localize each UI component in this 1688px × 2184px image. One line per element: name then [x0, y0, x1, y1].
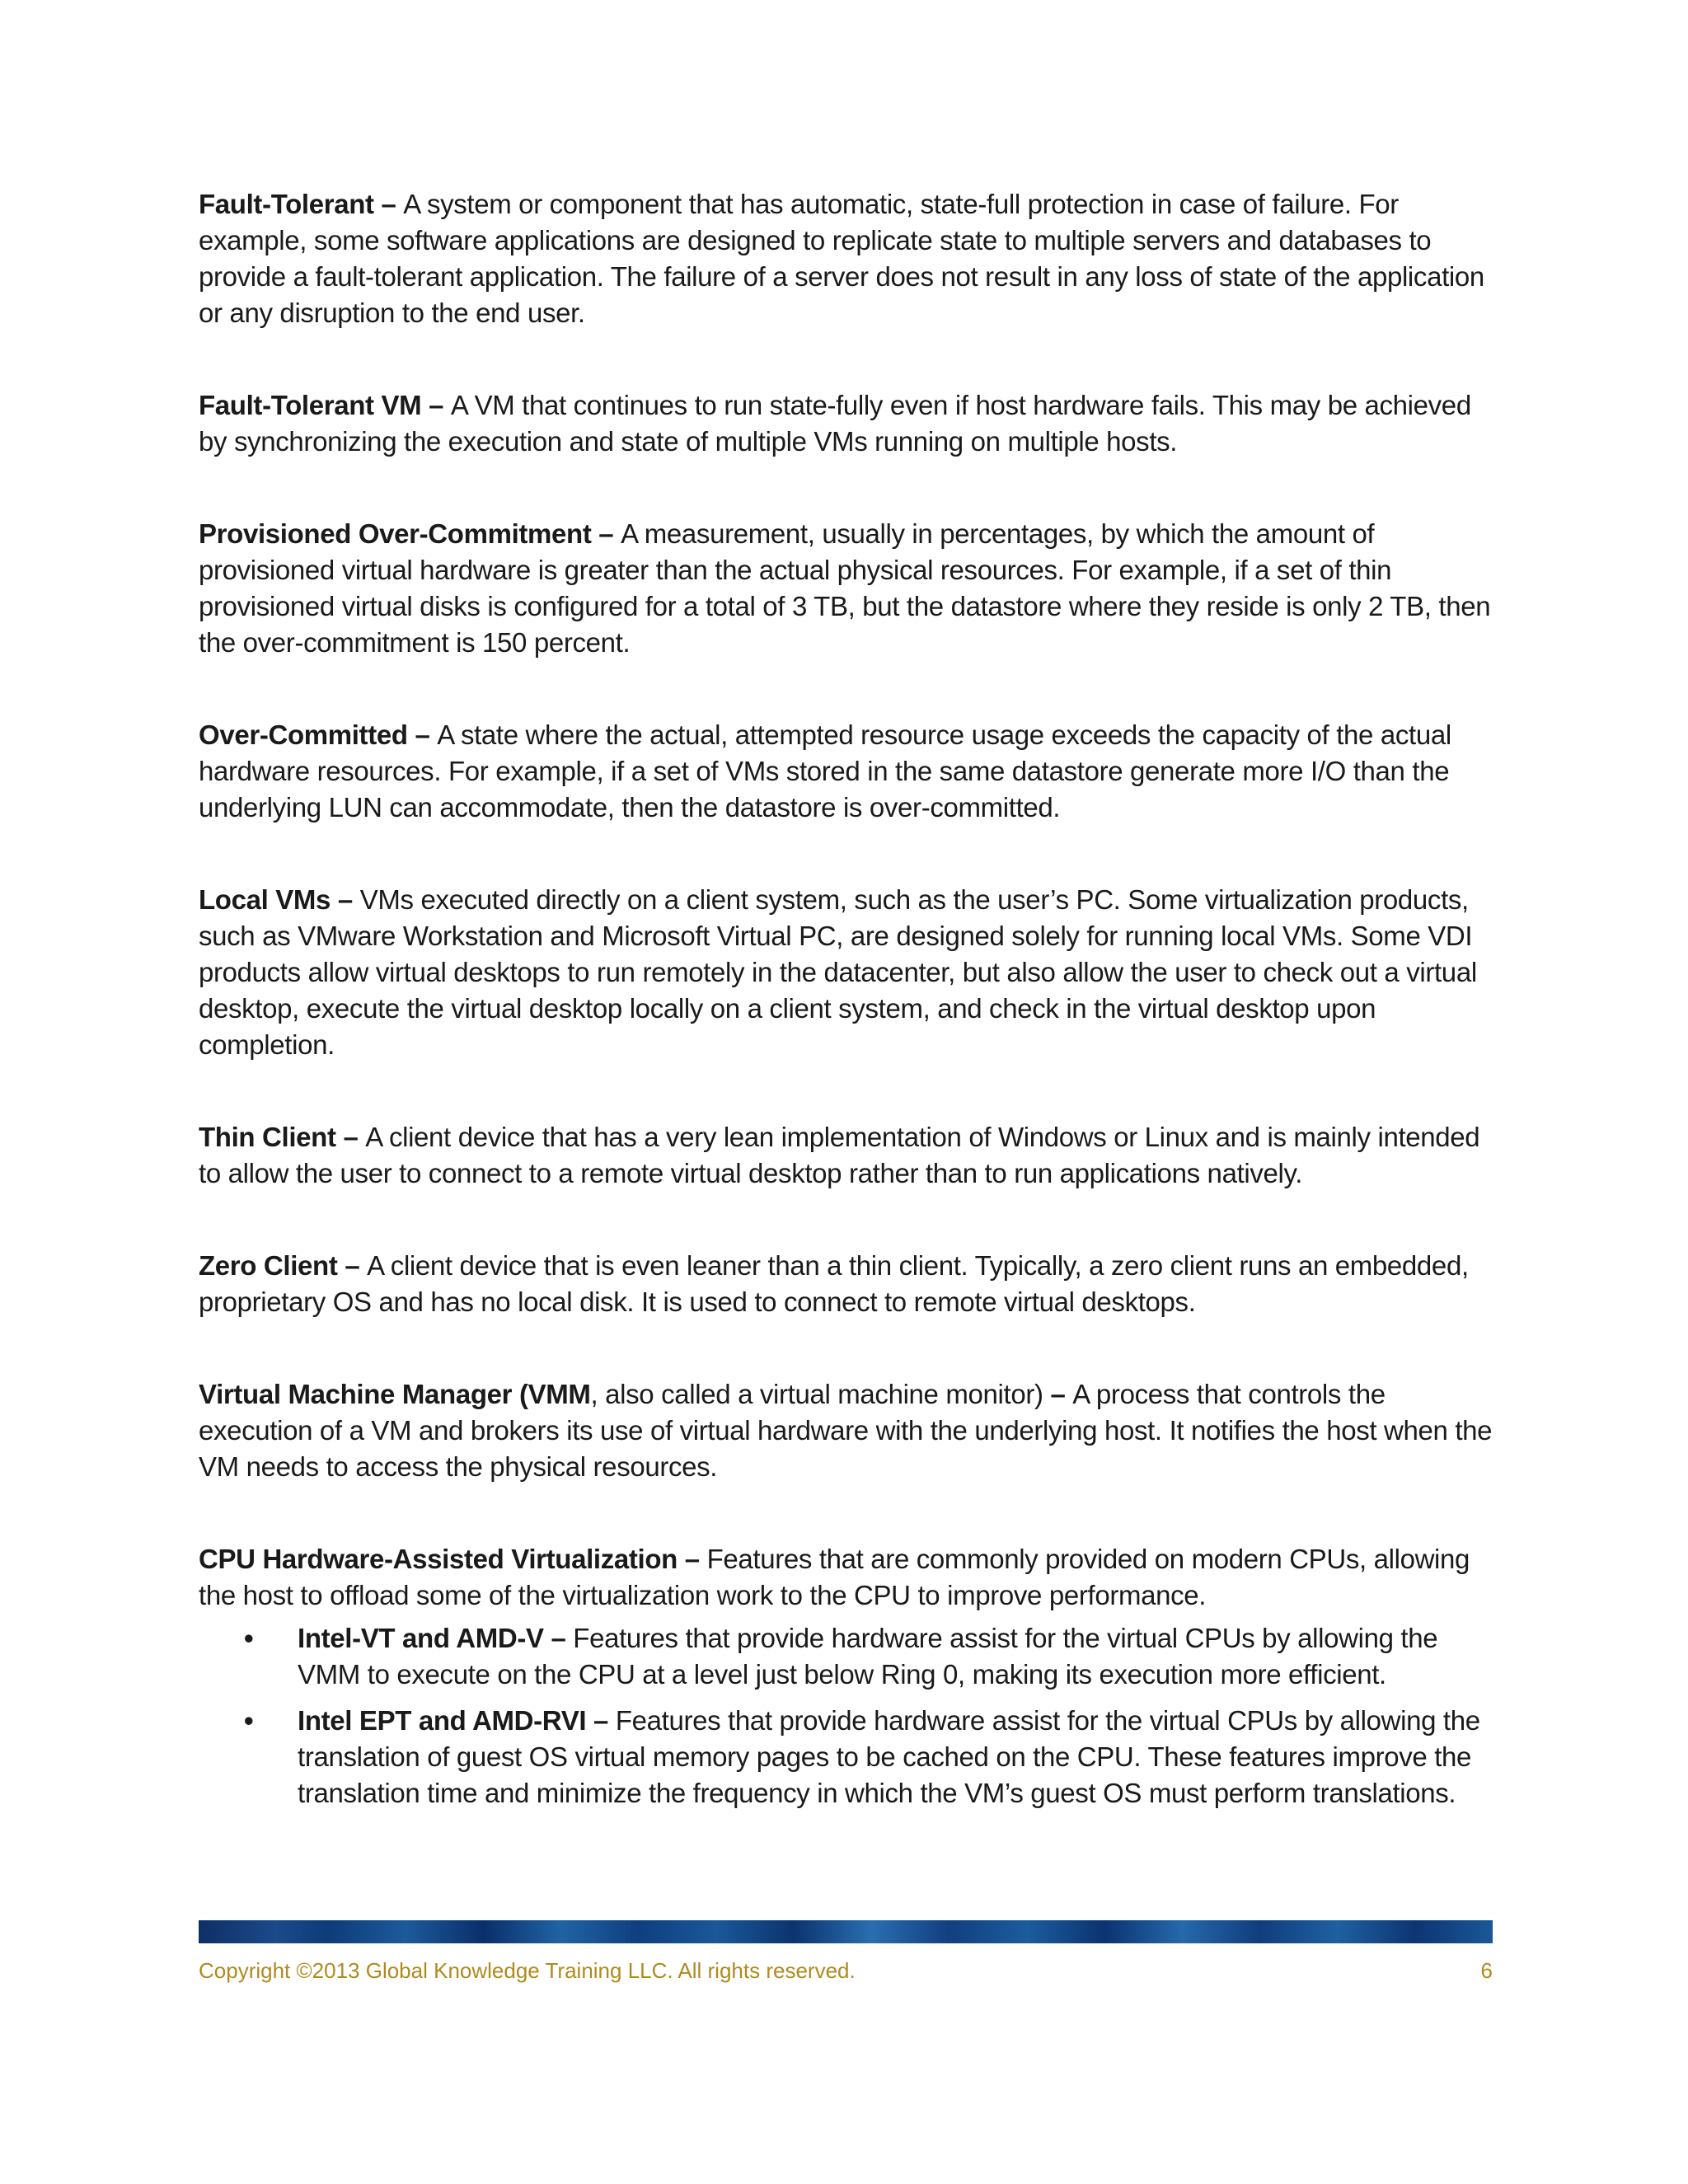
glossary-definition: A state where the actual, attempted resource usage exceeds the capacity of the actual hardware resources. For example, if a set of VMs stored in the same datastore generate more I/O than the underlying LUN can accommodate, then the datastore is over-committed.	[199, 719, 1451, 823]
glossary-definition: Features that provide hardware assist for the virtual CPUs by allowing the VMM to execute on the CPU at a level just below Ring 0, making its execution more efficient.	[298, 1623, 1438, 1690]
term-dash: –	[677, 1544, 707, 1574]
glossary-entry-local-vms	[199, 882, 1501, 1063]
glossary-term: Intel EPT and AMD-RVI	[298, 1705, 587, 1736]
term-dash: –	[1050, 1379, 1073, 1409]
term-dash: –	[543, 1623, 574, 1653]
glossary-entry-thin-client	[199, 1119, 1501, 1192]
glossary-term: Intel-VT and AMD-V	[298, 1623, 544, 1653]
bullet-icon: •	[244, 1623, 254, 1653]
glossary-definition: A measurement, usually in percentages, by which the amount of provisioned virtual hardware is greater than the actual physical resources. For example, if a set of thin provisioned virtual disks is configured for a total of 3 TB, but the datastore where they reside is only 2 TB, then the over-commitment is 150 percent.	[199, 518, 1491, 658]
term-dash: –	[337, 1250, 368, 1281]
term-dash: –	[373, 189, 404, 219]
footer-divider-bar	[199, 1920, 1493, 1943]
glossary-term: CPU Hardware-Assisted Virtualization	[199, 1544, 678, 1574]
glossary-definition: A system or component that has automatic, state-full protection in case of failure. For example, some software applications are designed to replicate state to multiple servers and databases to provide a fault-tolerant application. The failure of a server does not result in any loss of state of the application or any disruption to the end user.	[199, 189, 1484, 328]
term-dash: –	[407, 719, 438, 750]
page-number: 6	[1480, 1958, 1493, 1983]
glossary-term: Over-Committed	[199, 719, 408, 750]
list-item-intel-ept-amd-rvi	[199, 1703, 1501, 1811]
glossary-term: Fault-Tolerant VM	[199, 390, 422, 420]
glossary-definition: VMs executed directly on a client system, such as the user’s PC. Some virtualization products, such as VMware Workstation and Microsoft Virtual PC, are designed solely for running local VMs. Some VDI products allow virtual desktops to run remotely in the datacenter, but also allow the user to check out a virtual desktop, execute the virtual desktop locally on a client system, and check in the virtual desktop upon completion.	[199, 884, 1477, 1060]
glossary-entry-cpu-hardware-assisted-virtualization	[199, 1541, 1501, 1811]
glossary-entry-zero-client	[199, 1248, 1501, 1320]
glossary-definition: A process that controls the execution of a VM and brokers its use of virtual hardware with the underlying host. It notifies the host when the VM needs to access the physical resources.	[199, 1379, 1493, 1482]
bullet-icon: •	[244, 1705, 254, 1736]
glossary-term: Virtual Machine Manager (VMM	[199, 1379, 591, 1409]
term-dash: –	[335, 1122, 366, 1152]
term-dash: –	[586, 1705, 616, 1736]
glossary-entry-fault-tolerant-vm	[199, 387, 1501, 460]
glossary-term-aside: , also called a virtual machine monitor)	[590, 1379, 1051, 1409]
glossary-definition: A client device that is even leaner than a thin client. Typically, a zero client runs an embedded, proprietary OS and has no local disk. It is used to connect to remote virtual desktops.	[199, 1250, 1469, 1317]
glossary-term: Local VMs	[199, 884, 331, 915]
glossary-definition: Features that provide hardware assist for the virtual CPUs by allowing the translation of guest OS virtual memory pages to be cached on the CPU. These features improve the translation time and minimize the frequency in which the VM’s guest OS must perform translations.	[298, 1705, 1480, 1808]
glossary-entry-over-committed	[199, 717, 1501, 826]
document-body	[199, 186, 1501, 1821]
bullet-list	[199, 1620, 1501, 1811]
list-item-intel-vt-amd-v	[199, 1620, 1501, 1693]
glossary-term: Thin Client	[199, 1122, 336, 1152]
term-dash: –	[421, 390, 451, 420]
page-footer	[199, 1958, 1493, 1991]
glossary-term: Fault-Tolerant	[199, 189, 374, 219]
glossary-definition: Features that are commonly provided on modern CPUs, allowing the host to offload some of the virtualization work to the CPU to improve performance.	[199, 1544, 1470, 1610]
glossary-definition: A VM that continues to run state-fully even if host hardware fails. This may be achieved by synchronizing the execution and state of multiple VMs running on multiple hosts.	[199, 390, 1471, 457]
glossary-term: Zero Client	[199, 1250, 338, 1281]
term-dash: –	[591, 518, 621, 549]
glossary-entry-vmm	[199, 1376, 1501, 1485]
glossary-entry-fault-tolerant	[199, 186, 1501, 331]
copyright-notice: Copyright ©2013 Global Knowledge Training LLC. All rights reserved.	[199, 1958, 856, 1983]
glossary-entry-provisioned-over-commitment	[199, 516, 1501, 661]
glossary-definition: A client device that has a very lean implementation of Windows or Linux and is mainly intended to allow the user to connect to a remote virtual desktop rather than to run applications natively.	[199, 1122, 1480, 1188]
glossary-term: Provisioned Over-Commitment	[199, 518, 592, 549]
term-dash: –	[331, 884, 360, 915]
